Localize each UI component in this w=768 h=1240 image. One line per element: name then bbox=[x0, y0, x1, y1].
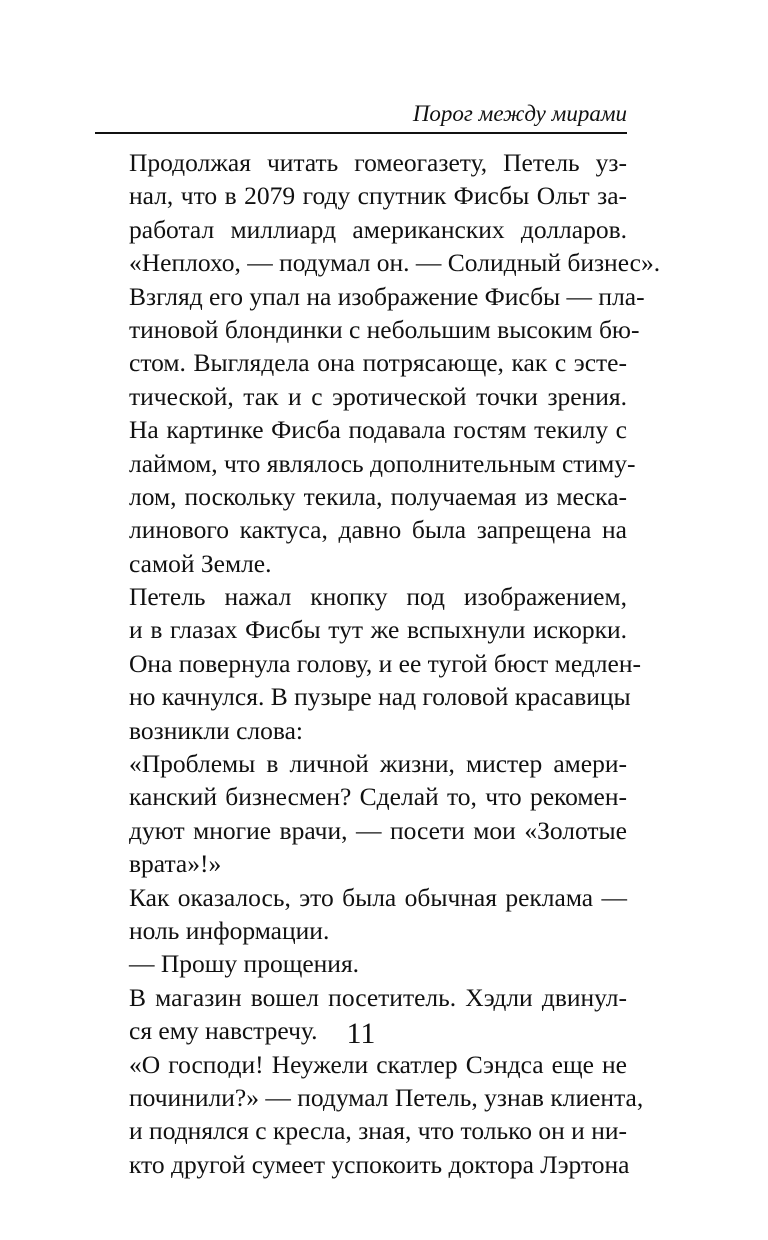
paragraph bbox=[95, 881, 627, 948]
text-line: ся ему навстречу. bbox=[129, 1016, 318, 1046]
text-line: «Проблемы в личной жизни, мистер амери- bbox=[129, 749, 627, 779]
text-line: «О господи! Неужели скатлер Сэндса еще не bbox=[129, 1049, 627, 1079]
text-line: стом. Выглядела она потрясающе, как с эсте- bbox=[129, 348, 627, 378]
text-line: лом, поскольку текила, получаемая из мeска- bbox=[129, 481, 627, 511]
paragraph bbox=[95, 747, 627, 881]
text-line: канский бизнесмен? Сделай то, что рекомен- bbox=[129, 782, 627, 812]
text-line: и в глазах Фисбы тут же вспыхнули искорки. bbox=[129, 615, 627, 645]
text-line: возникли слова: bbox=[129, 715, 304, 745]
text-line: Как оказалось, это была обычная реклама — bbox=[129, 882, 627, 912]
text-line: ноль информации. bbox=[129, 915, 330, 945]
text-line: На картинке Фисба подавала гостям текилу с bbox=[129, 415, 627, 445]
text-line: нал, что в 2079 году спутник Фисбы Ольт за- bbox=[129, 181, 627, 211]
text-line: дуют многие врачи, — посети мои «Золотые bbox=[129, 815, 627, 845]
text-line: Она повернула голову, и ее тугой бюст медлен- bbox=[129, 648, 641, 678]
text-line: лаймом, что являлось дополнительным стиму- bbox=[129, 448, 636, 478]
text-line: линового кактуса, давно была запрещена на bbox=[129, 515, 627, 545]
text-line: и поднялся с кресла, зная, что только он и ни- bbox=[129, 1116, 627, 1146]
text-line: — Прошу прощения. bbox=[129, 949, 360, 979]
text-line: Продолжая читать гомеогазету, Петель уз- bbox=[129, 148, 627, 177]
text-line: работал миллиард американских долларов. bbox=[129, 214, 627, 244]
text-line: но качнулся. В пузыре над головой красавицы bbox=[129, 682, 631, 712]
text-line: самой Земле. bbox=[129, 548, 272, 578]
text-line: «Неплохо, — подумал он. — Солидный бизнес». bbox=[129, 248, 661, 278]
paragraph bbox=[95, 947, 627, 980]
text-line: врата»!» bbox=[129, 849, 222, 879]
paragraph bbox=[95, 1048, 644, 1182]
header-rule bbox=[95, 132, 627, 134]
text-line: тической, так и с эротической точки зрения. bbox=[129, 381, 627, 411]
paragraph bbox=[95, 580, 641, 747]
text-line: тиновой блондинки с небольшим высоким бю- bbox=[129, 314, 640, 344]
running-head: Порог между мирами bbox=[412, 101, 627, 126]
page-number: 11 bbox=[346, 1017, 376, 1050]
text-line: Петель нажал кнопку под изображением, bbox=[129, 582, 627, 612]
paragraph bbox=[95, 146, 661, 580]
text-line: кто другой сумеет успокоить доктора Лэртона bbox=[129, 1149, 630, 1179]
text-line: починили?» — подумал Петель, узнав клиента, bbox=[129, 1082, 644, 1112]
text-line: В магазин вошел посетитель. Хэдли двинул- bbox=[129, 982, 627, 1012]
text-line: Взгляд его упал на изображение Фисбы — пла- bbox=[129, 281, 645, 311]
